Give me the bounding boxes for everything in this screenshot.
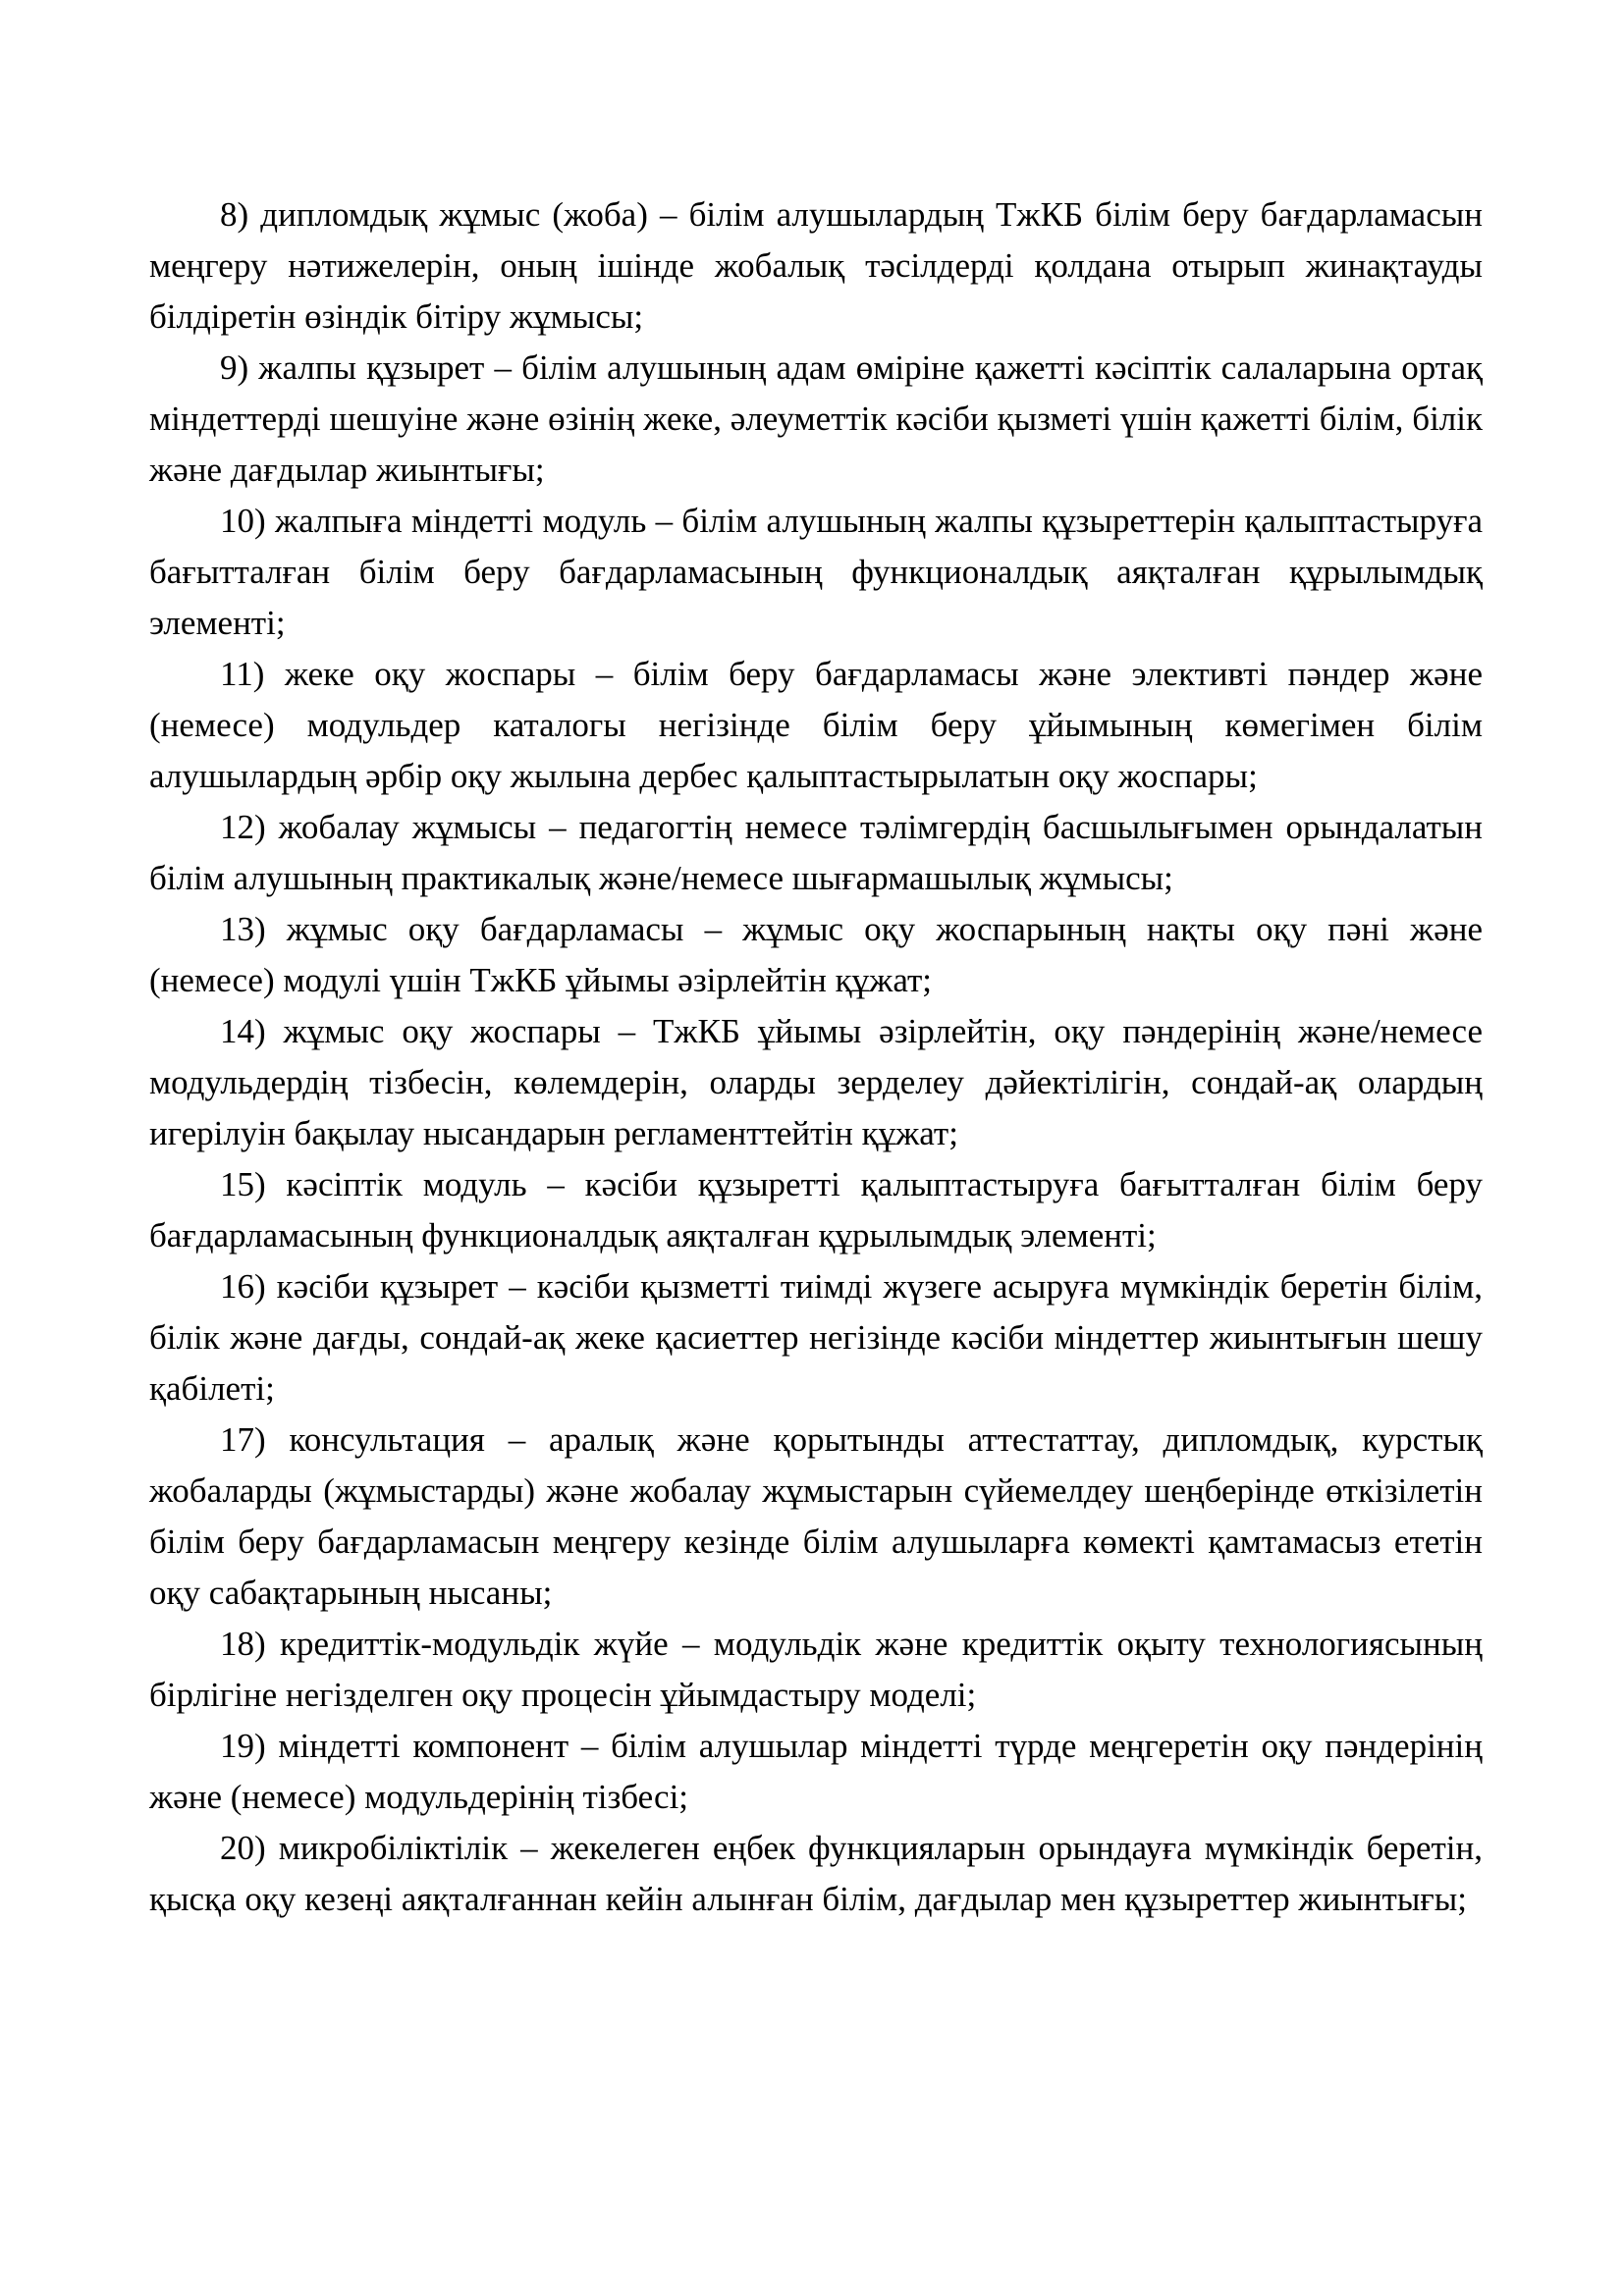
definition-item-12: 12) жобалау жұмысы – педагогтің немесе тәлімгердің басшылығымен орындалатын білім алушының практикалық және/немесе шығармашылық жұмысы; — [149, 808, 1483, 897]
definition-item-18: 18) кредиттік-модульдік жүйе – модульдік және кредиттік оқыту технологиясының бірлігіне негізделген оқу процесін ұйымдастыру моделі; — [149, 1625, 1483, 1714]
definition-item-9: 9) жалпы құзырет – білім алушының адам өміріне қажетті кәсіптік салаларына ортақ міндеттерді шешуіне және өзінің жеке, әлеуметтік кәсіби қызметі үшін қажетті білім, білік және дағдылар жиынтығы; — [149, 348, 1483, 489]
definition-item-16: 16) кәсіби құзырет – кәсіби қызметті тиімді жүзеге асыруға мүмкіндік беретін білім, білік және дағды, сондай-ақ жеке қасиеттер негізінде кәсіби міндеттер жиынтығын шешу қабілеті; — [149, 1267, 1483, 1408]
definition-item-11: 11) жеке оқу жоспары – білім беру бағдарламасы және элективті пәндер және (немесе) модульдер каталогы негізінде білім беру ұйымының көмегімен білім алушылардың әрбір оқу жылына дербес қалыптастырылатын оқу жоспары; — [149, 655, 1483, 795]
definition-item-14: 14) жұмыс оқу жоспары – ТжКБ ұйымы әзірлейтін, оқу пәндерінің және/немесе модульдердің тізбесін, көлемдерін, оларды зерделеу дәйектілігін, сондай-ақ олардың игерілуін бақылау нысандарын регламенттейтін құжат; — [149, 1012, 1483, 1152]
definition-item-19: 19) міндетті компонент – білім алушылар міндетті түрде меңгеретін оқу пәндерінің және (немесе) модульдерінің тізбесі; — [149, 1727, 1483, 1816]
definition-item-10: 10) жалпыға міндетті модуль – білім алушының жалпы құзыреттерін қалыптастыруға бағытталған білім беру бағдарламасының функционалдық аяқталған құрылымдық элементі; — [149, 502, 1483, 642]
document-body — [149, 189, 1483, 1925]
definition-item-15: 15) кәсіптік модуль – кәсіби құзыретті қалыптастыруға бағытталған білім беру бағдарламасының функционалдық аяқталған құрылымдық элементі; — [149, 1165, 1483, 1255]
definition-item-17: 17) консультация – аралық және қорытынды аттестаттау, дипломдық, курстық жобаларды (жұмыстарды) және жобалау жұмыстарын сүйемелдеу шеңберінде өткізілетін білім беру бағдарламасын меңгеру кезінде білім алушыларға көмекті қамтамасыз ететін оқу сабақтарының нысаны; — [149, 1420, 1483, 1612]
definition-item-8: 8) дипломдық жұмыс (жоба) – білім алушылардың ТжКБ білім беру бағдарламасын меңгеру нәтижелерін, оның ішінде жобалық тәсілдерді қолдана отырып жинақтауды білдіретін өзіндік бітіру жұмысы; — [149, 195, 1483, 336]
definition-item-13: 13) жұмыс оқу бағдарламасы – жұмыс оқу жоспарының нақты оқу пәні және (немесе) модулі үшін ТжКБ ұйымы әзірлейтін құжат; — [149, 910, 1483, 999]
definition-item-20: 20) микробіліктілік – жекелеген еңбек функцияларын орындауға мүмкіндік беретін, қысқа оқу кезеңі аяқталғаннан кейін алынған білім, дағдылар мен құзыреттер жиынтығы; — [149, 1829, 1483, 1918]
